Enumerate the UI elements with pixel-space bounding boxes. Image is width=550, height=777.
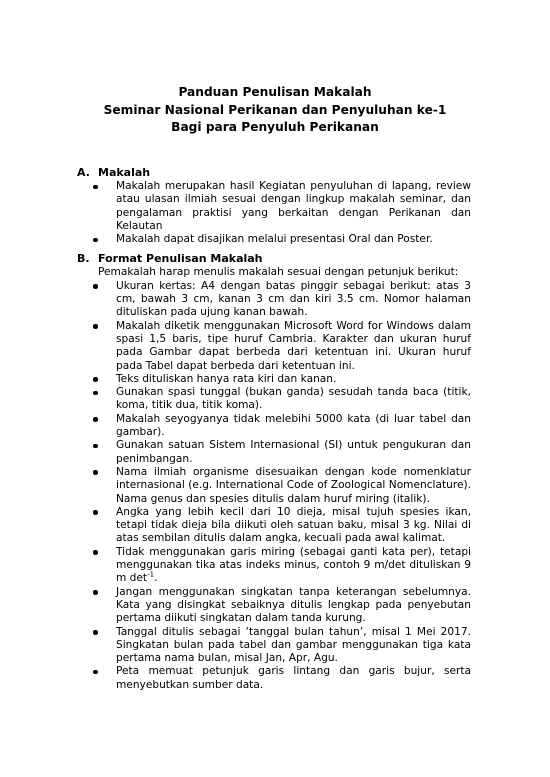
list-item: Gunakan satuan Sistem Internasional (SI) untuk pengukuran dan penimbangan. <box>116 439 471 466</box>
bullet-icon <box>93 377 98 382</box>
bullet-icon <box>93 470 98 475</box>
bullet-icon <box>93 284 98 289</box>
bullet-icon <box>93 670 98 675</box>
document-body <box>77 166 471 698</box>
section-a-title: Makalah <box>98 166 151 179</box>
section-b-heading <box>77 252 471 266</box>
title-line-1: Panduan Penulisan Makalah <box>178 85 372 99</box>
section-b-intro: Pemakalah harap menulis makalah sesuai dengan petunjuk berikut: <box>98 266 459 279</box>
bullet-icon <box>93 590 98 595</box>
bullet-icon <box>93 391 98 396</box>
section-format-penulisan <box>77 252 471 692</box>
list-item: Gunakan spasi tunggal (bukan ganda) sesudah tanda baca (titik, koma, titik dua, titik koma). <box>116 386 471 413</box>
list-item: Makalah seyogyanya tidak melebihi 5000 kata (di luar tabel dan gambar). <box>116 413 471 440</box>
list-item: Tidak menggunakan garis miring (sebagai ganti kata per), tetapi menggunakan tika atas indeks minus, contoh 9 m/det dituliskan 9 m $\det^{-1}$. <box>116 546 471 586</box>
bullet-icon <box>93 238 98 243</box>
section-b-letter: B. <box>77 252 90 266</box>
section-a-list <box>77 180 471 246</box>
list-item: Jangan menggunakan singkatan tanpa keterangan sebelumnya. Kata yang disingkat sebaiknya ditulis lengkap pada penyebutan pertama diikuti singkatan dalam tanda kurung. <box>116 586 471 626</box>
superscript-minus-one: -1 <box>147 570 155 579</box>
list-item: Makalah merupakan hasil Kegiatan penyuluhan di lapang, review atau ulasan ilmiah sesuai dengan lingkup makalah seminar, dan pengalaman praktisi yang berkaitan dengan Perikanan dan Kelautan <box>116 180 471 233</box>
section-b-title: Format Penulisan Makalah <box>98 252 263 266</box>
list-item: Nama ilmiah organisme disesuaikan dengan kode nomenklatur internasional (e.g. International Code of Zoological Nomenclature). Nama genus dan spesies ditulis dalam huruf miring (italik). <box>116 466 471 506</box>
bullet-icon <box>93 417 98 422</box>
list-item: Tanggal ditulis sebagai ‘tanggal bulan tahun’, misal 1 Mei 2017. Singkatan bulan pada tabel dan gambar menggunakan tiga kata pertama nama bulan, misal Jan, Apr, Agu. <box>116 626 471 666</box>
bullet-icon <box>93 630 98 635</box>
bullet-icon <box>93 444 98 449</box>
section-makalah <box>77 166 471 246</box>
list-item: Makalah dapat disajikan melalui presentasi Oral dan Poster. <box>116 233 471 246</box>
bullet-icon <box>93 185 98 190</box>
title-line-3: Bagi para Penyuluh Perikanan <box>171 120 379 134</box>
section-a-letter: A. <box>77 166 90 179</box>
section-a-heading <box>77 166 471 180</box>
document-title <box>0 84 550 137</box>
section-b-list <box>77 280 471 692</box>
list-item: Makalah diketik menggunakan Microsoft Word for Windows dalam spasi 1,5 baris, tipe huruf Cambria. Karakter dan ukuran huruf pada Gambar dapat berbeda dari ketentuan ini. Ukuran huruf pada Tabel dapat berbeda dari ketentuan ini. <box>116 320 471 373</box>
title-line-2: Seminar Nasional Perikanan dan Penyuluhan ke-1 <box>103 102 447 117</box>
bullet-icon <box>93 510 98 515</box>
item-period: . <box>154 572 158 585</box>
list-item: Ukuran kertas: A4 dengan batas pinggir sebagai berikut: atas 3 cm, bawah 3 cm, kanan 3 cm dan kiri 3.5 cm. Nomor halaman dituliskan pada ujung kanan bawah. <box>116 280 471 320</box>
list-item: Peta memuat petunjuk garis lintang dan garis bujur, serta menyebutkan sumber data. <box>116 665 471 692</box>
bullet-icon <box>93 324 98 329</box>
list-item: Teks dituliskan hanya rata kiri dan kanan. <box>116 373 471 386</box>
list-item: Angka yang lebih kecil dari 10 dieja, misal tujuh spesies ikan, tetapi tidak dieja bila diikuti oleh satuan baku, misal 3 kg. Nilai di atas sembilan ditulis dalam angka, kecuali pada awal kalimat. <box>116 506 471 546</box>
bullet-icon <box>93 550 98 555</box>
